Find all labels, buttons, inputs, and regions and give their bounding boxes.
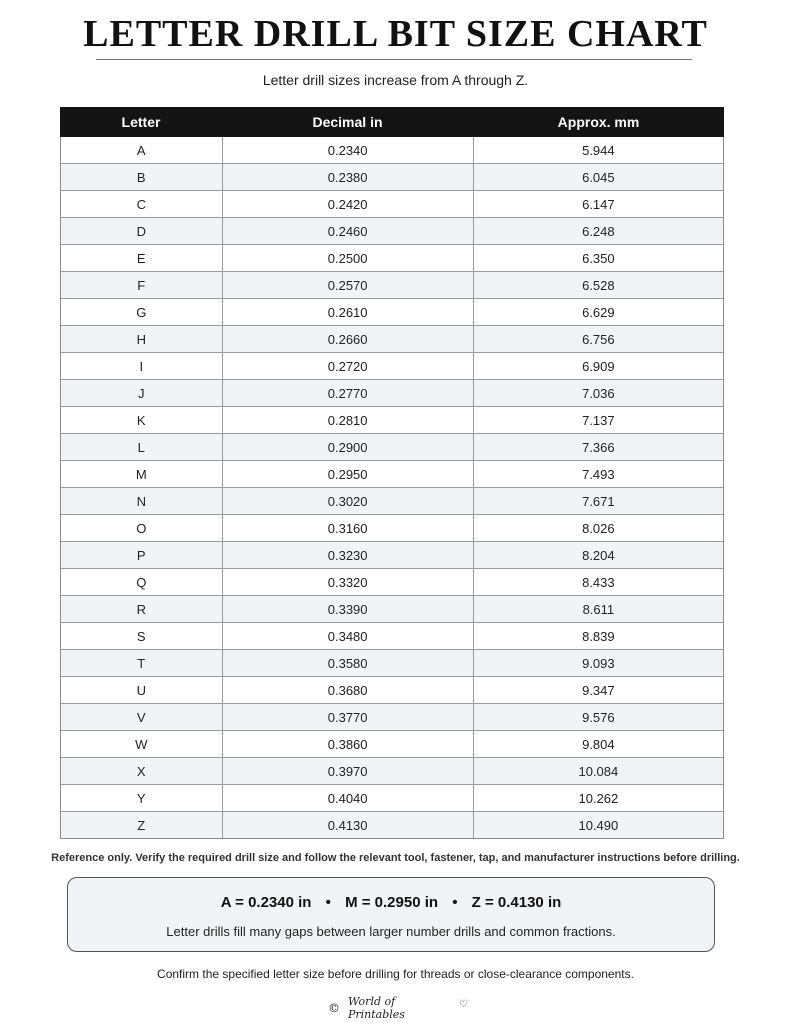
- table-row: [61, 325, 723, 352]
- cell-letter: F: [61, 272, 223, 298]
- cell-letter: I: [61, 353, 223, 379]
- cell-decimal: 0.3390: [223, 596, 474, 622]
- summary-subtext: Letter drills fill many gaps between larger number drills and common fractions.: [166, 924, 616, 939]
- table-row: [61, 703, 723, 730]
- cell-mm: 8.026: [582, 520, 615, 536]
- cell-decimal: 0.3860: [223, 731, 474, 757]
- table-row: [61, 811, 723, 838]
- cell-decimal: 0.2460: [223, 218, 474, 244]
- cell-decimal: 0.2770: [223, 380, 474, 406]
- cell-mm: 6.045: [582, 169, 615, 185]
- table-row: [61, 190, 723, 217]
- table-row: [61, 622, 723, 649]
- table-row: [61, 406, 723, 433]
- cell-mm: 7.493: [582, 466, 615, 482]
- table-row: [61, 676, 723, 703]
- cell-letter: C: [61, 191, 223, 217]
- cell-decimal: 0.2500: [223, 245, 474, 271]
- cell-decimal: 0.3230: [223, 542, 474, 568]
- summary-a: A = 0.2340 in: [220, 894, 312, 911]
- cell-decimal: 0.3580: [223, 650, 474, 676]
- cell-mm: 6.756: [582, 331, 615, 347]
- cell-mm: 6.629: [582, 304, 615, 320]
- cell-mm: 7.137: [582, 412, 615, 428]
- table-row: [61, 163, 723, 190]
- cell-decimal: 0.4040: [223, 785, 474, 811]
- cell-letter: W: [61, 731, 223, 757]
- table-row: [61, 217, 723, 244]
- cell-mm: 9.347: [582, 682, 615, 698]
- cell-mm: 7.036: [582, 385, 615, 401]
- cell-mm: 9.093: [582, 655, 615, 671]
- cell-letter: L: [61, 434, 223, 460]
- cell-decimal: 0.2900: [223, 434, 474, 460]
- brand-logo: [328, 995, 468, 1021]
- summary-m: M = 0.2950 in: [345, 894, 439, 911]
- cell-decimal: 0.3160: [223, 515, 474, 541]
- brand-name: World of Printables: [348, 995, 405, 1021]
- subtitle: Letter drill sizes increase from A through Z.: [262, 72, 529, 88]
- table-row: [61, 784, 723, 811]
- table-row: [61, 757, 723, 784]
- table-row: [61, 298, 723, 325]
- table-row: [61, 595, 723, 622]
- title-divider: [96, 59, 692, 60]
- cell-letter: J: [61, 380, 223, 406]
- cell-mm: 10.084: [578, 763, 619, 779]
- cell-letter: N: [61, 488, 223, 514]
- cell-decimal: 0.2570: [223, 272, 474, 298]
- copyright-icon: ©: [328, 1001, 340, 1015]
- heart-icon: ♡: [459, 998, 468, 1010]
- table-row: [61, 244, 723, 271]
- cell-decimal: 0.2420: [223, 191, 474, 217]
- cell-decimal: 0.2660: [223, 326, 474, 352]
- cell-mm: 6.909: [582, 358, 615, 374]
- header-mm: Approx. mm: [557, 114, 640, 130]
- cell-mm: 8.839: [582, 628, 615, 644]
- cell-letter: V: [61, 704, 223, 730]
- summary-values: [68, 894, 714, 911]
- cell-letter: M: [61, 461, 223, 487]
- cell-decimal: 0.3970: [223, 758, 474, 784]
- cell-decimal: 0.3020: [223, 488, 474, 514]
- table-row: [61, 649, 723, 676]
- table-body: [60, 137, 724, 839]
- table-row: [61, 460, 723, 487]
- cell-mm: 6.350: [582, 250, 615, 266]
- bullet-separator: •: [325, 894, 331, 911]
- cell-mm: 7.366: [582, 439, 615, 455]
- page-title: LETTER DRILL BIT SIZE CHART: [83, 13, 708, 55]
- cell-letter: Q: [61, 569, 223, 595]
- cell-mm: 8.204: [582, 547, 615, 563]
- cell-mm: 10.262: [578, 790, 619, 806]
- cell-mm: 6.147: [582, 196, 615, 212]
- cell-letter: S: [61, 623, 223, 649]
- bullet-separator: •: [452, 894, 458, 911]
- cell-letter: H: [61, 326, 223, 352]
- cell-decimal: 0.2380: [223, 164, 474, 190]
- cell-mm: 10.490: [578, 817, 619, 833]
- table-row: [61, 568, 723, 595]
- cell-mm: 9.576: [582, 709, 615, 725]
- table-row: [61, 730, 723, 757]
- cell-mm: 7.671: [582, 493, 615, 509]
- cell-decimal: 0.2340: [223, 137, 474, 163]
- cell-letter: P: [61, 542, 223, 568]
- table-row: [61, 541, 723, 568]
- cell-letter: D: [61, 218, 223, 244]
- summary-box: [67, 877, 715, 952]
- cell-letter: Y: [61, 785, 223, 811]
- reference-note: Reference only. Verify the required drill size and follow the relevant tool, fastener, tap, and manufacturer instructions before drilling.: [51, 852, 740, 864]
- cell-letter: A: [61, 137, 223, 163]
- summary-z: Z = 0.4130 in: [471, 894, 562, 911]
- cell-decimal: 0.2950: [223, 461, 474, 487]
- cell-letter: U: [61, 677, 223, 703]
- header-decimal: Decimal in: [312, 114, 383, 130]
- table-row: [61, 352, 723, 379]
- header-letter: Letter: [121, 114, 161, 130]
- cell-letter: O: [61, 515, 223, 541]
- table-row: [61, 379, 723, 406]
- table-row: [61, 514, 723, 541]
- table-row: [61, 137, 723, 163]
- cell-decimal: 0.3770: [223, 704, 474, 730]
- footer-note: Confirm the specified letter size before drilling for threads or close-clearance components.: [157, 967, 634, 981]
- table-row: [61, 487, 723, 514]
- cell-letter: X: [61, 758, 223, 784]
- cell-decimal: 0.2610: [223, 299, 474, 325]
- drill-size-table: [60, 107, 724, 839]
- cell-decimal: 0.4130: [223, 812, 474, 838]
- table-row: [61, 433, 723, 460]
- cell-letter: T: [61, 650, 223, 676]
- table-header: [60, 107, 724, 137]
- cell-decimal: 0.3680: [223, 677, 474, 703]
- cell-mm: 9.804: [582, 736, 615, 752]
- table-row: [61, 271, 723, 298]
- cell-mm: 8.433: [582, 574, 615, 590]
- cell-decimal: 0.3480: [223, 623, 474, 649]
- cell-letter: R: [61, 596, 223, 622]
- cell-mm: 6.248: [582, 223, 615, 239]
- cell-letter: B: [61, 164, 223, 190]
- cell-letter: G: [61, 299, 223, 325]
- cell-mm: 8.611: [582, 601, 615, 617]
- cell-mm: 6.528: [582, 277, 615, 293]
- cell-letter: E: [61, 245, 223, 271]
- cell-letter: K: [61, 407, 223, 433]
- cell-letter: Z: [61, 812, 223, 838]
- cell-mm: 5.944: [582, 142, 615, 158]
- cell-decimal: 0.3320: [223, 569, 474, 595]
- cell-decimal: 0.2720: [223, 353, 474, 379]
- cell-decimal: 0.2810: [223, 407, 474, 433]
